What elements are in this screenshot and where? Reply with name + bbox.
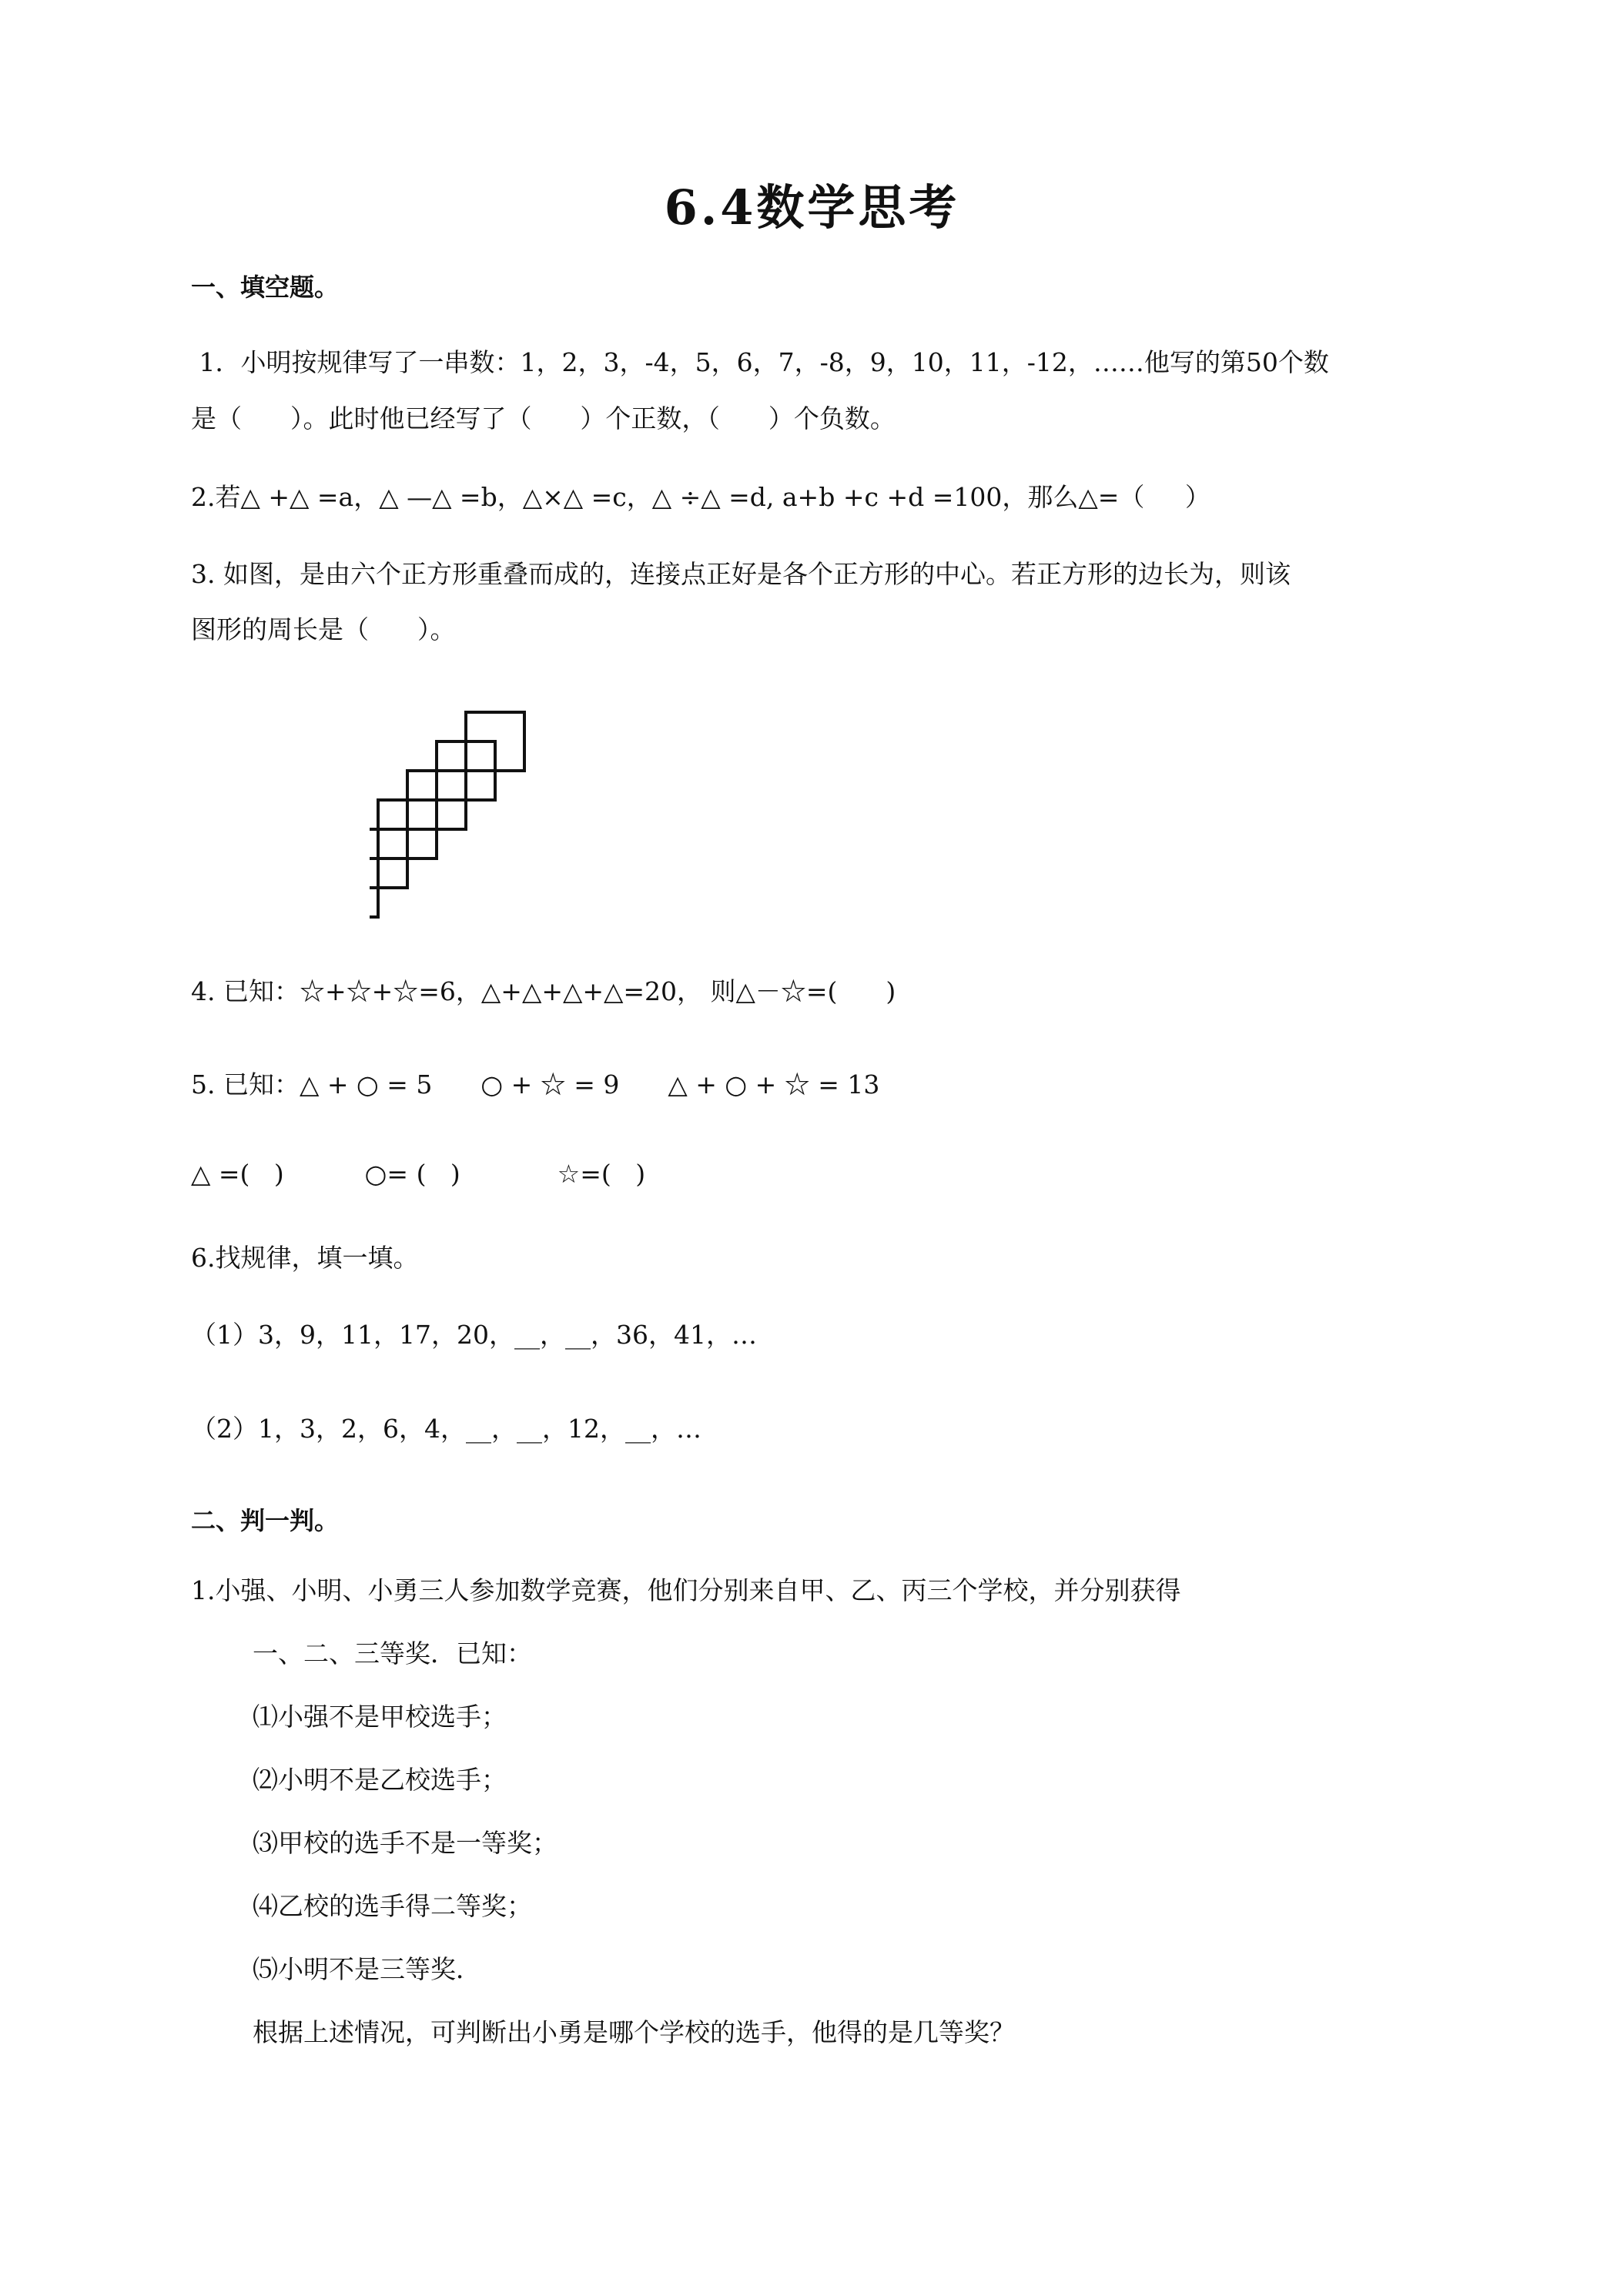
s2-condition-3: ⑶甲校的选手不是一等奖； bbox=[253, 1828, 558, 1858]
q3-line1: 3. 如图，是由六个正方形重叠而成的，连接点正好是各个正方形的中心。若正方形的边长为，则该 bbox=[191, 559, 1291, 589]
q4-text: 4. 已知：☆+☆+☆=6，△+△+△+△=20， 则△－☆=( ) bbox=[191, 976, 896, 1006]
q2-text: 2.若△ +△ =a，△ —△ =b，△×△ =c，△ ÷△ =d, a+b +c +d =100，那么△=（ ） bbox=[191, 482, 1210, 512]
q1-line1: 1．小明按规律写了一串数：1，2，3，-4，5，6，7，-8，9，10，11，-12，……他写的第50个数 bbox=[191, 347, 1329, 377]
s2-q1-line1: 1.小强、小明、小勇三人参加数学竞赛，他们分别来自甲、乙、丙三个学校，并分别获得 bbox=[191, 1575, 1181, 1605]
q5-line2: △ =( ) ○= ( ) ☆=( ) bbox=[191, 1159, 646, 1189]
overlapping-squares-figure bbox=[370, 693, 678, 939]
s2-q1-line2: 一、二、三等奖．已知： bbox=[253, 1638, 532, 1668]
q3-line2: 图形的周长是（ ）。 bbox=[191, 614, 456, 644]
q6-item1: （1）3，9，11，17，20，__，__，36，41，… bbox=[191, 1320, 757, 1350]
q5-line1: 5. 已知：△ + ○ = 5 ○ + ☆ = 9 △ + ○ + ☆ = 13 bbox=[191, 1069, 880, 1099]
q6-heading: 6.找规律，填一填。 bbox=[191, 1243, 419, 1273]
section1-heading: 一、填空题。 bbox=[191, 273, 340, 302]
s2-condition-5: ⑸小明不是三等奖． bbox=[253, 1954, 481, 1984]
s2-condition-4: ⑷乙校的选手得二等奖； bbox=[253, 1891, 532, 1921]
s2-condition-2: ⑵小明不是乙校选手； bbox=[253, 1765, 507, 1795]
q1-line2: 是（ ）。此时他已经写了（ ）个正数，（ ）个负数。 bbox=[191, 403, 896, 433]
section2-heading: 二、判一判。 bbox=[191, 1506, 340, 1535]
q6-item2: （2）1，3，2，6，4，__，__，12，__，… bbox=[191, 1414, 702, 1444]
s2-condition-1: ⑴小强不是甲校选手； bbox=[253, 1702, 507, 1732]
page-title: 6.4数学思考 bbox=[664, 179, 960, 236]
s2-question: 根据上述情况，可判断出小勇是哪个学校的选手，他得的是几等奖？ bbox=[253, 2017, 1015, 2047]
